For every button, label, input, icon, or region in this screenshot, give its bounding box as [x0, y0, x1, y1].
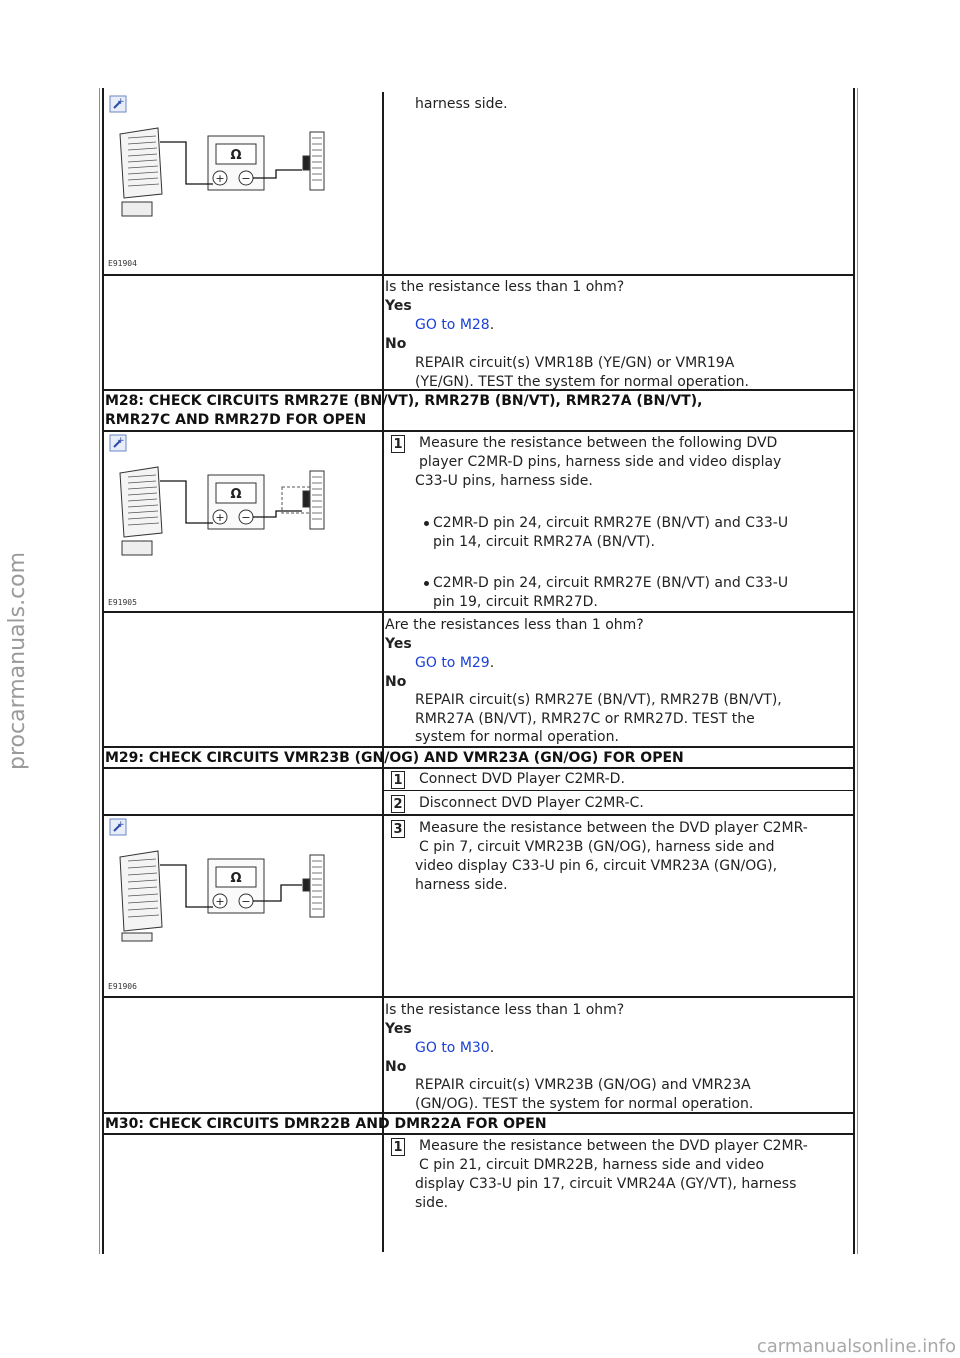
- wiring-diagram-figure-1: [106, 94, 376, 272]
- svg-text:+: +: [117, 436, 125, 446]
- rule: [102, 814, 855, 816]
- no-label: No: [385, 674, 407, 690]
- svg-text:−: −: [241, 895, 251, 908]
- ohmmeter-drawing: [208, 859, 264, 913]
- svg-text:+: +: [215, 172, 225, 185]
- svg-text:+: +: [117, 820, 125, 830]
- step-text: C33-U pins, harness side.: [415, 473, 593, 489]
- yes-label: Yes: [385, 1021, 412, 1037]
- video-display-connector-drawing: [303, 132, 324, 190]
- repair-text: RMR27A (BN/VT), RMR27C or RMR27D. TEST the: [415, 711, 755, 727]
- zoom-icon[interactable]: [110, 435, 126, 451]
- step-number-badge: 1: [391, 1138, 405, 1156]
- yes-label: Yes: [385, 636, 412, 652]
- repair-text: system for normal operation.: [415, 729, 619, 745]
- wiring-diagram-figure-2: [106, 433, 376, 609]
- dvd-connector-drawing: [120, 128, 162, 216]
- section-title-m29: M29: CHECK CIRCUITS VMR23B (GN/OG) AND VMR23A (GN/OG) FOR OPEN: [105, 750, 684, 766]
- no-label: No: [385, 1059, 407, 1075]
- svg-text:−: −: [241, 172, 251, 185]
- ohmmeter-drawing: [208, 136, 264, 190]
- right-margin-line: [853, 88, 855, 1254]
- step-text: Connect DVD Player C2MR-D.: [419, 771, 625, 787]
- ohm-symbol: Ω: [230, 148, 242, 163]
- bullet-text: pin 14, circuit RMR27A (BN/VT).: [433, 534, 655, 550]
- bullet-text: pin 19, circuit RMR27D.: [433, 594, 598, 610]
- question-text: Is the resistance less than 1 ohm?: [385, 1002, 625, 1018]
- bullet-text: C2MR-D pin 24, circuit RMR27E (BN/VT) and C33-U: [433, 575, 789, 591]
- column-divider: [382, 92, 384, 1252]
- go-to-m28-link[interactable]: GO to M28.: [415, 317, 495, 333]
- step-text: Measure the resistance between the DVD player C2MR-: [419, 820, 808, 836]
- svg-text:−: −: [241, 511, 251, 524]
- question-text: Are the resistances less than 1 ohm?: [385, 617, 644, 633]
- left-margin-blue-line: [99, 88, 100, 1254]
- go-to-m29-link[interactable]: GO to M29.: [415, 655, 495, 671]
- ohm-symbol: Ω: [230, 871, 242, 886]
- step-text: video display C33-U pin 6, circuit VMR23A (GN/OG),: [415, 858, 778, 874]
- step-text: C pin 7, circuit VMR23B (GN/OG), harness side and: [419, 839, 775, 855]
- step-number-badge: 1: [391, 435, 405, 453]
- step-text: display C33-U pin 17, circuit VMR24A (GY/VT), harness: [415, 1176, 797, 1192]
- step-text: harness side.: [415, 877, 508, 893]
- step-text: Disconnect DVD Player C2MR-C.: [419, 795, 644, 811]
- ohmmeter-drawing: [208, 475, 264, 529]
- bullet-dot: [424, 521, 429, 526]
- video-display-connector-drawing: [303, 855, 324, 917]
- step-text: Measure the resistance between the DVD player C2MR-: [419, 1138, 808, 1154]
- figure-label: E91906: [108, 982, 137, 991]
- harness-side-text: harness side.: [415, 96, 508, 112]
- step-text: C pin 21, circuit DMR22B, harness side and video: [419, 1157, 765, 1173]
- repair-text: REPAIR circuit(s) RMR27E (BN/VT), RMR27B (BN/VT),: [415, 692, 782, 708]
- dvd-connector-drawing: [120, 851, 162, 941]
- section-title-m30: M30: CHECK CIRCUITS DMR22B AND DMR22A FOR OPEN: [105, 1116, 547, 1132]
- wiring-diagram-figure-3: [106, 817, 376, 994]
- ohm-symbol: Ω: [230, 487, 242, 502]
- video-display-connector-drawing: [303, 471, 324, 529]
- rule: [102, 996, 855, 998]
- rule: [384, 790, 855, 791]
- section-title-m28-cont: RMR27C AND RMR27D FOR OPEN: [105, 412, 367, 428]
- yes-label: Yes: [385, 298, 412, 314]
- right-margin-blue-line: [857, 88, 858, 1254]
- zoom-icon[interactable]: [110, 819, 126, 835]
- repair-text: (GN/OG). TEST the system for normal operation.: [415, 1096, 754, 1112]
- svg-text:+: +: [215, 511, 225, 524]
- question-text: Is the resistance less than 1 ohm?: [385, 279, 625, 295]
- svg-text:+: +: [215, 895, 225, 908]
- step-number-badge: 1: [391, 771, 405, 789]
- bullet-dot: [424, 581, 429, 586]
- no-label: No: [385, 336, 407, 352]
- figure-label: E91904: [108, 259, 137, 268]
- rule: [102, 430, 855, 432]
- dvd-connector-drawing: [120, 467, 162, 555]
- svg-text:+: +: [117, 97, 125, 107]
- step-text: side.: [415, 1195, 449, 1211]
- step-text: Measure the resistance between the following DVD: [419, 435, 778, 451]
- rule: [102, 274, 855, 276]
- repair-text: REPAIR circuit(s) VMR23B (GN/OG) and VMR23A: [415, 1077, 751, 1093]
- left-margin-line: [102, 88, 104, 1254]
- bullet-text: C2MR-D pin 24, circuit RMR27E (BN/VT) and C33-U: [433, 515, 789, 531]
- repair-text: REPAIR circuit(s) VMR18B (YE/GN) or VMR19A: [415, 355, 735, 371]
- step-number-badge: 2: [391, 795, 405, 813]
- go-to-m30-link[interactable]: GO to M30.: [415, 1040, 495, 1056]
- footer-watermark: carmanualsonline.info: [756, 1336, 956, 1357]
- step-number-badge: 3: [391, 820, 405, 838]
- repair-text: (YE/GN). TEST the system for normal operation.: [415, 374, 749, 390]
- side-watermark: procarmanuals.com: [5, 551, 30, 770]
- zoom-icon[interactable]: [110, 96, 126, 112]
- figure-label: E91905: [108, 598, 137, 607]
- step-text: player C2MR-D pins, harness side and video display: [419, 454, 782, 470]
- section-title-m28: M28: CHECK CIRCUITS RMR27E (BN/VT), RMR27B (BN/VT), RMR27A (BN/VT),: [105, 393, 703, 409]
